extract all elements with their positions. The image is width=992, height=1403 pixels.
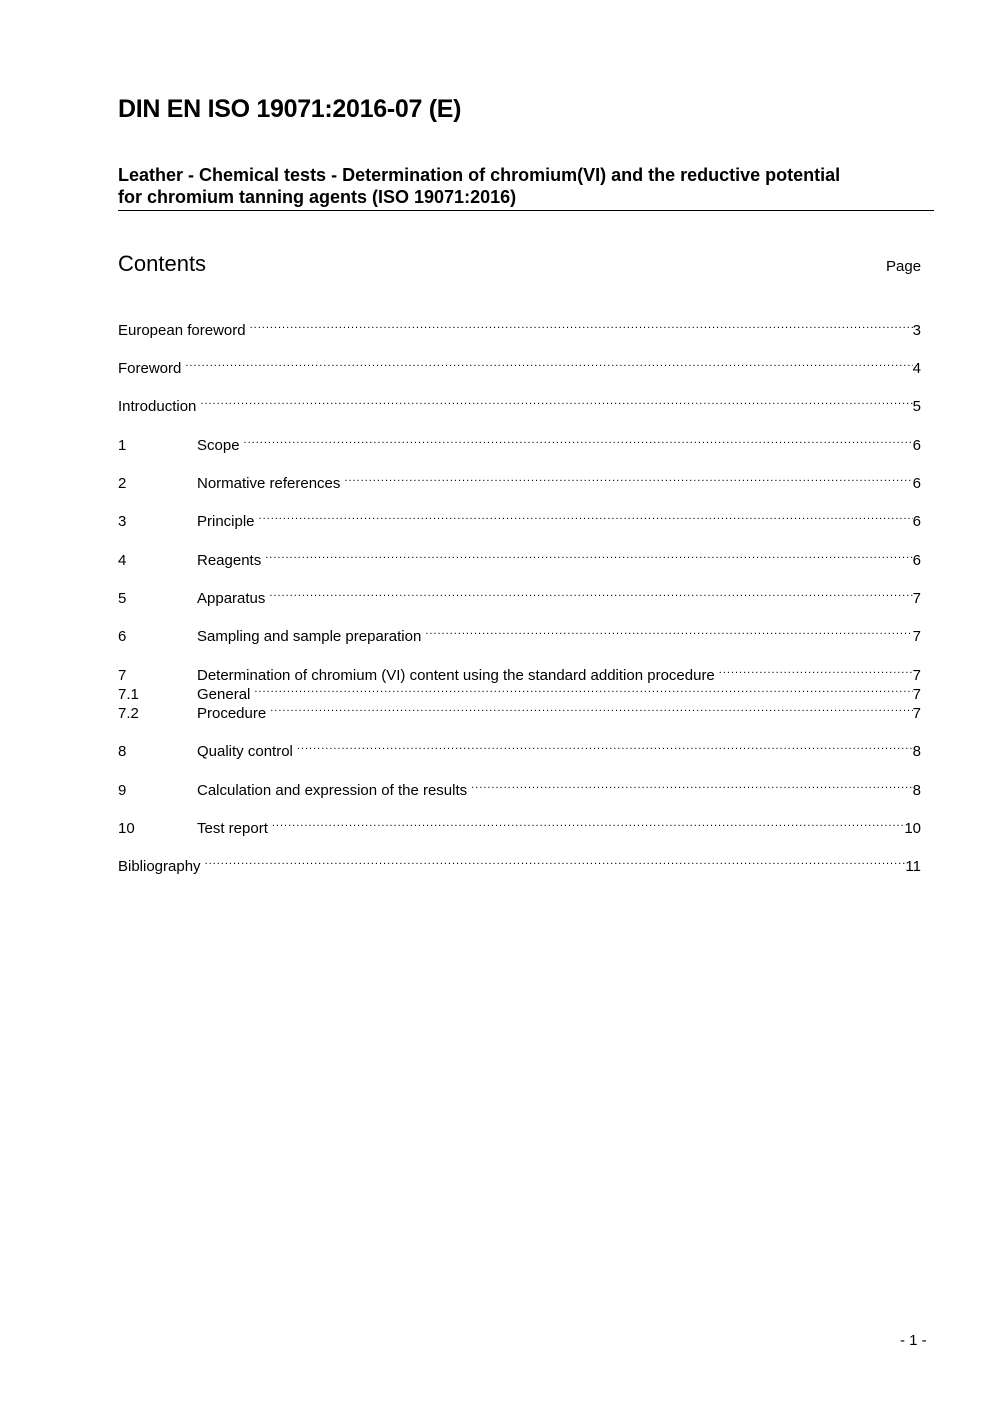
toc-page: 6 (912, 475, 921, 492)
toc-leader (425, 622, 912, 641)
toc-page: 7 (912, 590, 921, 607)
contents-heading: Contents (118, 251, 207, 276)
toc-entry-reagents[interactable] (118, 546, 921, 569)
toc-entry-european-foreword[interactable] (118, 316, 921, 339)
toc-page: 5 (912, 398, 921, 415)
toc-number: 4 (118, 552, 127, 569)
toc-entry-scope[interactable] (118, 431, 921, 454)
document-id: DIN EN ISO 19071:2016-07 (E) (118, 95, 462, 123)
toc-page: 8 (912, 782, 921, 799)
toc-label: Calculation and expression of the results (197, 782, 468, 799)
toc-leader (259, 507, 913, 526)
toc-entry-foreword[interactable] (118, 354, 921, 377)
toc-page: 7 (912, 705, 921, 722)
toc-page: 4 (912, 360, 921, 377)
toc-number: 3 (118, 513, 127, 530)
toc-leader (250, 316, 913, 335)
toc-page: 3 (912, 322, 921, 339)
toc-entry-general[interactable] (118, 680, 921, 703)
toc-page: 8 (912, 743, 921, 760)
toc-label: European foreword (118, 322, 246, 339)
toc-number: 1 (118, 437, 127, 454)
toc-entry-sampling[interactable] (118, 622, 921, 645)
toc-page: 7 (912, 667, 921, 684)
toc-leader (265, 546, 912, 565)
toc-label: Determination of chromium (VI) content using the standard addition procedure (197, 667, 715, 684)
page-number-footer: - 1 - (900, 1332, 927, 1349)
toc-number: 7.1 (118, 686, 139, 703)
toc-label: Introduction (118, 398, 197, 415)
toc-number: 8 (118, 743, 127, 760)
toc-label: Principle (197, 513, 255, 530)
toc-leader (269, 584, 912, 603)
toc-label: Foreword (118, 360, 182, 377)
toc-label: Sampling and sample preparation (197, 628, 422, 645)
toc-entry-apparatus[interactable] (118, 584, 921, 607)
toc-entry-principle[interactable] (118, 507, 921, 530)
toc-entry-normative-references[interactable] (118, 469, 921, 492)
toc-page: 6 (912, 513, 921, 530)
toc-page: 7 (912, 628, 921, 645)
toc-number: 7.2 (118, 705, 139, 722)
toc-label: Normative references (197, 475, 341, 492)
toc-number: 7 (118, 667, 127, 684)
toc-label: Quality control (197, 743, 293, 760)
toc-leader (205, 852, 906, 871)
toc-leader (344, 469, 912, 488)
toc-label: Bibliography (118, 858, 201, 875)
toc-leader (297, 737, 913, 756)
toc-number: 10 (118, 820, 135, 837)
toc-leader (719, 661, 913, 680)
toc-label: Scope (197, 437, 240, 454)
toc-number: 9 (118, 782, 127, 799)
toc-number: 2 (118, 475, 127, 492)
toc-page: 6 (912, 437, 921, 454)
page-column-label: Page (886, 258, 922, 275)
toc-leader (471, 776, 913, 795)
toc-entry-calculation[interactable] (118, 776, 921, 799)
toc-leader (270, 699, 912, 718)
toc-number: 6 (118, 628, 127, 645)
toc-entry-bibliography[interactable] (118, 852, 921, 875)
toc-leader (185, 354, 912, 373)
toc-leader (200, 392, 912, 411)
toc-label: Reagents (197, 552, 262, 569)
toc-page: 7 (912, 686, 921, 703)
toc-label: Test report (197, 820, 268, 837)
toc-entry-introduction[interactable] (118, 392, 921, 415)
document-title (118, 164, 934, 211)
toc-entry-determination[interactable] (118, 661, 921, 684)
toc-page: 6 (912, 552, 921, 569)
toc-page: 11 (905, 858, 921, 875)
toc-number: 5 (118, 590, 127, 607)
toc-label: Procedure (197, 705, 267, 722)
toc-leader (244, 431, 913, 450)
toc-entry-procedure[interactable] (118, 699, 921, 722)
document-title-line-2: for chromium tanning agents (ISO 19071:2016) (118, 187, 517, 207)
toc-leader (254, 680, 912, 699)
toc-entry-test-report[interactable] (118, 814, 921, 837)
toc-label: General (197, 686, 251, 703)
toc-leader (272, 814, 904, 833)
document-title-line-1: Leather - Chemical tests - Determination of chromium(VI) and the reductive potential (118, 165, 841, 185)
toc-label: Apparatus (197, 590, 266, 607)
toc-entry-quality-control[interactable] (118, 737, 921, 760)
toc-page: 10 (904, 820, 921, 837)
